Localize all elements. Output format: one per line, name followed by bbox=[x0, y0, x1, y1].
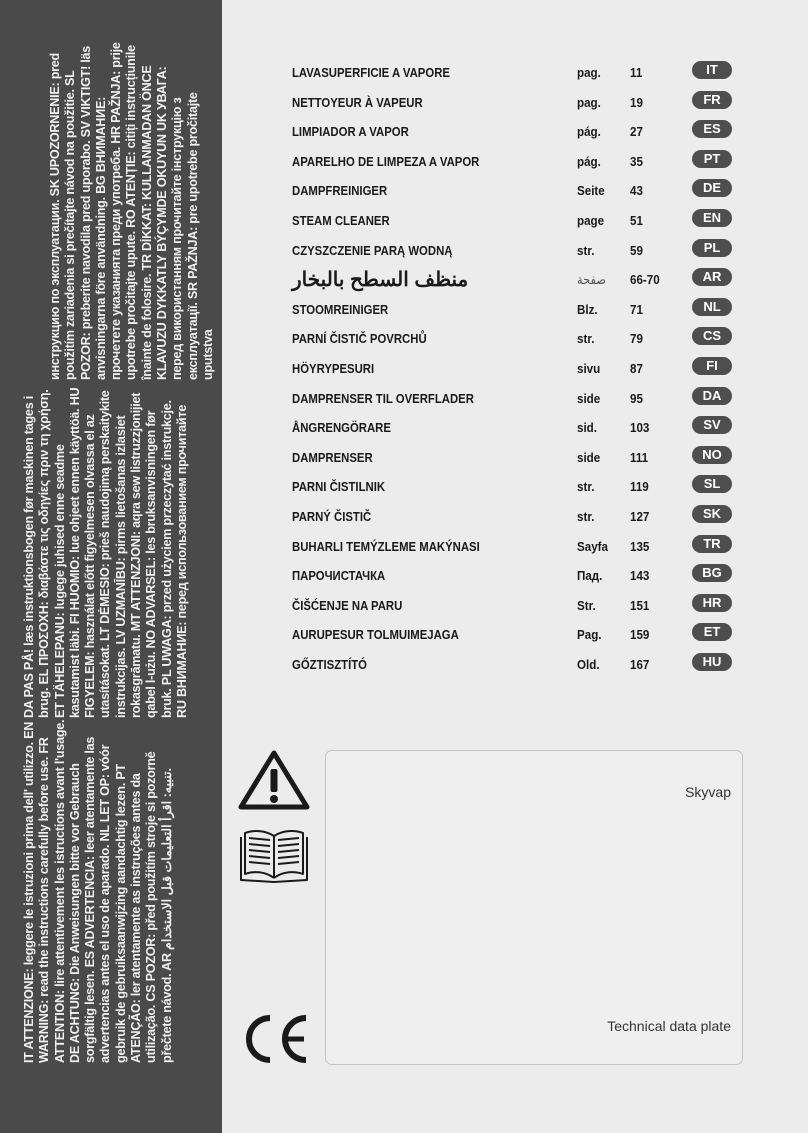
page-word: صفحة bbox=[577, 272, 607, 288]
page-number: 135 bbox=[630, 538, 650, 554]
page-word: Pag. bbox=[577, 627, 602, 643]
language-row bbox=[292, 443, 742, 473]
page-number: 66-70 bbox=[630, 272, 660, 288]
language-code-badge: AR bbox=[692, 268, 732, 286]
language-code-badge: BG bbox=[692, 564, 732, 582]
language-row bbox=[292, 620, 742, 650]
language-title: LAVASUPERFICIE A VAPORE bbox=[292, 65, 450, 80]
ce-mark-icon bbox=[240, 1013, 310, 1065]
page-word: str. bbox=[577, 331, 595, 347]
language-code-badge: HU bbox=[692, 653, 732, 671]
language-code-badge: PT bbox=[692, 150, 732, 168]
page-word: Blz. bbox=[577, 301, 598, 317]
language-title: AURUPESUR TOLMUIMEJAGA bbox=[292, 627, 459, 643]
page-word: pag. bbox=[577, 65, 601, 80]
page-number: 159 bbox=[630, 627, 650, 643]
warning-text-3: инструкцию по эксплуатации. SK UPOZORNENIE: pred použitím zariadenia si prečítajte návod na použitie. SL POZOR: preberite navodila pred uporabo. SV VIKTIGT! läs anvisningarna före användning. BG ВНИМАНИЕ: прочетете указанията преди употреба. HR PAŽNJA: prije upotrebe pročitajte upute. RO ATENȚIE: citiți instrucțiunile înainte de folosire. TR DİKKAT: KULLANMADAN ÖNCE KLAVUZU DYKKATLY BÝÇYMDE OKUYUN UK УВАГА: перед використанням прочитайте інструкцію з експлуатації. SR PAŽNJA: pre upotrebe pročitajte uputstva bbox=[48, 42, 215, 380]
page-word: Sayfa bbox=[577, 538, 608, 554]
warning-text-2: DA PAS PÅ! læs instruktionsbogen før maskinen tages i brug. EL ΠΡΟΣΟΧΗ: διαβάστε τις οδηγίες πριν τη χρήση. ET TÄHELEPANU: lugege juhised enne seadme kasutamist läbi. FI HUOMIO: lue ohjeet ennen käyttöä. HU FIGYELEM: használat előtt figyelmesen olvassa el az utasításokat. LT DĖMESIO: prieš naudojimą perskaitykite instrukcijas. LV UZMANĪBU: pirms lietošanas izlasiet rokasgrāmatu. MT ATTENZJONI: aqra sew listruzzjonijiet qabel l-użu. NO ADVARSEL: les bruksanvisningen før bruk. PL UWAGA: przed użyciem przeczytać instrukcje. RU ВНИМАНИЕ: перед использованием прочитайте bbox=[22, 387, 189, 718]
language-title: GŐZTISZTÍTÓ bbox=[292, 656, 367, 672]
language-title: DAMPRENSER TIL OVERFLADER bbox=[292, 390, 474, 406]
language-row bbox=[292, 384, 742, 414]
page-word: page bbox=[577, 212, 605, 228]
language-code-badge: FR bbox=[692, 91, 732, 109]
language-row bbox=[292, 324, 742, 354]
page-number: 127 bbox=[630, 508, 650, 524]
page-number: 103 bbox=[630, 420, 650, 436]
warning-column-3 bbox=[0, 0, 222, 380]
language-code-badge: SK bbox=[692, 505, 732, 523]
language-row bbox=[292, 532, 742, 562]
page-number: 27 bbox=[630, 124, 643, 140]
language-title: DAMPFREINIGER bbox=[292, 183, 388, 199]
page-number: 95 bbox=[630, 390, 643, 406]
page-number: 119 bbox=[630, 479, 649, 495]
language-code-badge: IT bbox=[692, 61, 732, 79]
technical-data-plate bbox=[325, 750, 743, 1065]
language-row bbox=[292, 502, 742, 532]
language-code-badge: CS bbox=[692, 327, 732, 345]
page-number: 59 bbox=[630, 242, 643, 258]
page-word: pag. bbox=[577, 94, 601, 110]
language-row bbox=[292, 206, 742, 236]
language-title: HÖYRYPESURI bbox=[292, 360, 375, 376]
page-number: 35 bbox=[630, 153, 643, 169]
language-code-badge: DE bbox=[692, 179, 732, 197]
page-number: 151 bbox=[630, 597, 650, 613]
page-word: Seite bbox=[577, 183, 605, 199]
page-word: side bbox=[577, 449, 601, 465]
page-word: pág. bbox=[577, 124, 601, 140]
warning-text-1: IT ATTENZIONE: leggere le istruzioni prima dell' utilizzo. EN WARNING: read the instructions carefully before use. FR ATTENTION: lire attentivement les istructions avant l'usage. DE ACHTUNG: Die Anweisungen bitte vor Gebrauch sorgfältig lesen. ES ADVERTENCIA: leer atentamente las advertencias antes el uso de aparado. NL LET OP: vóór gebruik de gebruiksaanwijzing aandachtig lezen. PT ATENÇÃO: ler atentamente as instruções antes da utilização. CS POZOR: před použitím stroje si pozorně přečtete návod. AR تنبيه: اقرأ التعليمات قبل الاستخدام. bbox=[22, 719, 174, 1063]
page-number: 143 bbox=[630, 568, 650, 584]
language-title: ČIŠĆENJE NA PARU bbox=[292, 597, 403, 613]
language-title: DAMPRENSER bbox=[292, 449, 373, 465]
language-title: ПАРОЧИСТАЧКА bbox=[292, 568, 386, 584]
language-row bbox=[292, 413, 742, 443]
page-word: str. bbox=[577, 479, 595, 495]
language-title: APARELHO DE LIMPEZA A VAPOR bbox=[292, 153, 480, 169]
language-row bbox=[292, 295, 742, 325]
page-word: sivu bbox=[577, 360, 601, 376]
language-title: STEAM CLEANER bbox=[292, 212, 390, 228]
language-code-badge: NL bbox=[692, 298, 732, 316]
language-row bbox=[292, 58, 742, 88]
language-code-badge: SV bbox=[692, 416, 732, 434]
plate-label: Technical data plate bbox=[607, 1018, 731, 1034]
language-row bbox=[292, 265, 742, 295]
plate-model-name: Skyvap bbox=[685, 784, 731, 800]
language-row bbox=[292, 147, 742, 177]
language-row bbox=[292, 117, 742, 147]
page-number: 79 bbox=[630, 331, 643, 347]
language-code-badge: DA bbox=[692, 387, 732, 405]
page-number: 43 bbox=[630, 183, 643, 199]
language-title: ÅNGRENGÖRARE bbox=[292, 420, 391, 436]
warning-triangle-icon bbox=[238, 749, 310, 811]
page-number: 11 bbox=[630, 65, 643, 80]
language-code-badge: ES bbox=[692, 120, 732, 138]
page-number: 71 bbox=[630, 301, 643, 317]
language-title: STOOMREINIGER bbox=[292, 301, 389, 317]
language-code-badge: SL bbox=[692, 475, 732, 493]
page-word: side bbox=[577, 390, 601, 406]
page-word: Пад. bbox=[577, 568, 603, 584]
language-row bbox=[292, 472, 742, 502]
language-row bbox=[292, 88, 742, 118]
page-word: str. bbox=[577, 508, 595, 524]
warnings-sidebar bbox=[0, 0, 222, 1133]
page-number: 19 bbox=[630, 94, 643, 110]
language-title: PARNI ČISTILNIK bbox=[292, 479, 386, 495]
language-title: LIMPIADOR A VAPOR bbox=[292, 124, 409, 140]
language-row bbox=[292, 236, 742, 266]
language-title: PARNÍ ČISTIČ POVRCHŮ bbox=[292, 331, 427, 347]
page-word: Str. bbox=[577, 597, 596, 613]
page-word: str. bbox=[577, 242, 595, 258]
language-code-badge: ET bbox=[692, 623, 732, 641]
language-row bbox=[292, 591, 742, 621]
language-code-badge: NO bbox=[692, 446, 732, 464]
language-code-badge: PL bbox=[692, 239, 732, 257]
page-number: 167 bbox=[630, 656, 650, 672]
page-number: 51 bbox=[630, 212, 643, 228]
language-title: PARNÝ ČISTIČ bbox=[292, 508, 372, 524]
language-code-badge: EN bbox=[692, 209, 732, 227]
language-title: BUHARLI TEMÝZLEME MAKÝNASI bbox=[292, 538, 480, 554]
language-code-badge: TR bbox=[692, 535, 732, 553]
language-row bbox=[292, 650, 742, 680]
language-code-badge: FI bbox=[692, 357, 732, 375]
page-number: 111 bbox=[630, 449, 649, 465]
language-row bbox=[292, 354, 742, 384]
language-title: CZYSZCZENIE PARĄ WODNĄ bbox=[292, 242, 453, 258]
read-manual-icon bbox=[239, 826, 309, 884]
language-index bbox=[292, 58, 742, 679]
language-title: منظف السطح بالبخار bbox=[292, 269, 469, 292]
page-word: sid. bbox=[577, 420, 597, 436]
page-word: pág. bbox=[577, 153, 601, 169]
page-word: Old. bbox=[577, 656, 600, 672]
language-row bbox=[292, 176, 742, 206]
language-title: NETTOYEUR À VAPEUR bbox=[292, 94, 423, 110]
language-row bbox=[292, 561, 742, 591]
language-code-badge: HR bbox=[692, 594, 732, 612]
page-number: 87 bbox=[630, 360, 643, 376]
